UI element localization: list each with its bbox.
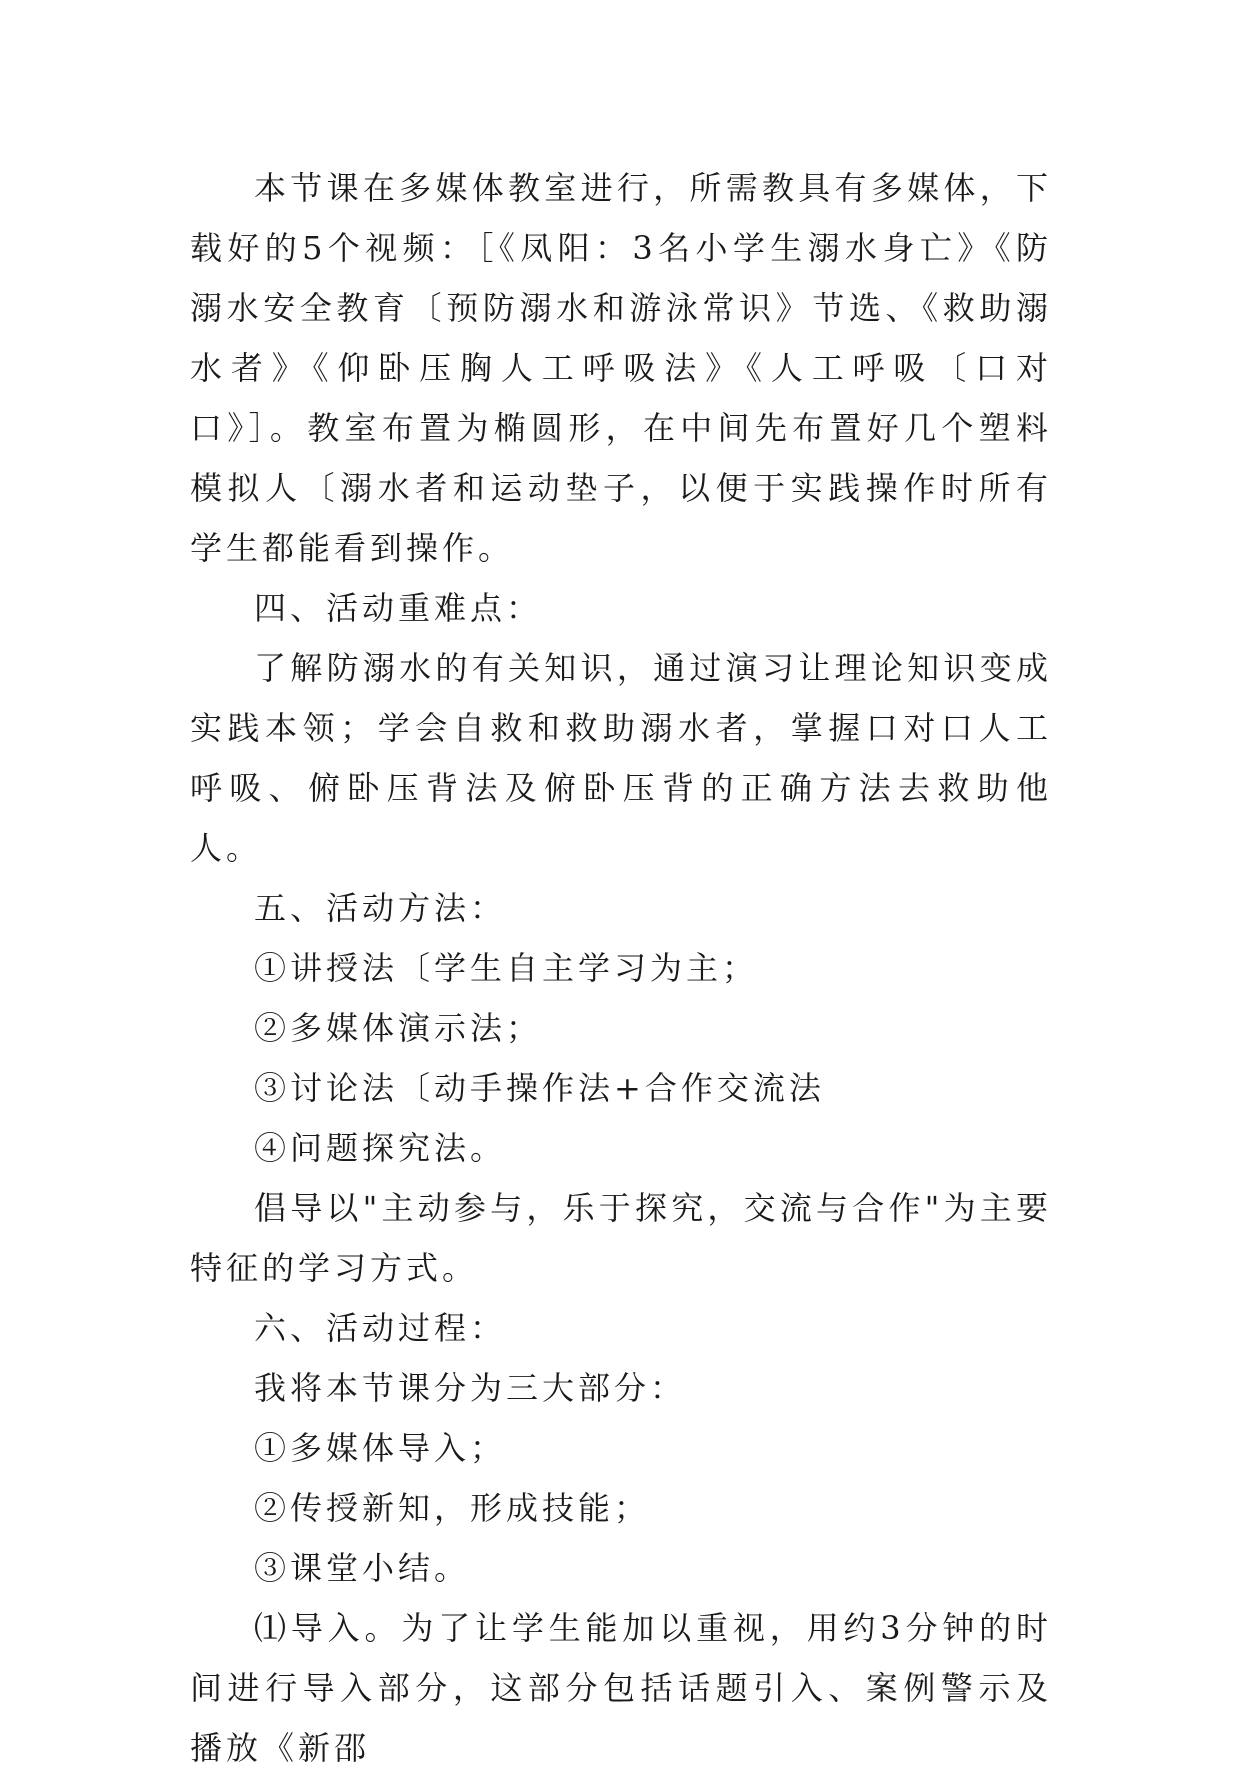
heading-activity-process: 六、活动过程： (254, 1309, 507, 1347)
document-body (190, 158, 1052, 1778)
paragraph-learning-style: 倡导以"主动参与，乐于探究，交流与合作"为主要特征的学习方式。 (190, 1189, 1052, 1287)
list-item-method-3: ③讨论法〔动手操作法+合作交流法 (254, 1069, 825, 1107)
list-item-method-2: ②多媒体演示法； (254, 1009, 543, 1047)
paragraph-introduction: ⑴导入。为了让学生能加以重视，用约3分钟的时间进行导入部分，这部分包括话题引入、案例警示及播放《新邵 (190, 1609, 1052, 1767)
paragraph-three-parts: 我将本节课分为三大部分： (254, 1369, 687, 1407)
list-item-part-3: ③课堂小结。 (254, 1549, 471, 1587)
list-item-method-1: ①讲授法〔学生自主学习为主； (254, 949, 759, 987)
heading-activity-methods: 五、活动方法： (254, 889, 507, 927)
paragraph-classroom-setup: 本节课在多媒体教室进行，所需教具有多媒体，下载好的5个视频：［《凤阳：3名小学生溺水身亡》《防溺水安全教育〔预防溺水和游泳常识》节选、《救助溺水者》《仰卧压胸人工呼吸法》《人工呼吸〔口对口》］。教室布置为椭圆形，在中间先布置好几个塑料模拟人〔溺水者和运动垫子，以便于实践操作时所有学生都能看到操作。 (190, 169, 1052, 567)
heading-key-difficulties: 四、活动重难点： (254, 589, 543, 627)
list-item-method-4: ④问题探究法。 (254, 1129, 507, 1167)
list-item-part-1: ①多媒体导入； (254, 1429, 507, 1467)
list-item-part-2: ②传授新知，形成技能； (254, 1489, 651, 1527)
paragraph-key-difficulties: 了解防溺水的有关知识，通过演习让理论知识变成实践本领；学会自救和救助溺水者，掌握口对口人工呼吸、俯卧压背法及俯卧压背的正确方法去救助他人。 (190, 649, 1052, 867)
